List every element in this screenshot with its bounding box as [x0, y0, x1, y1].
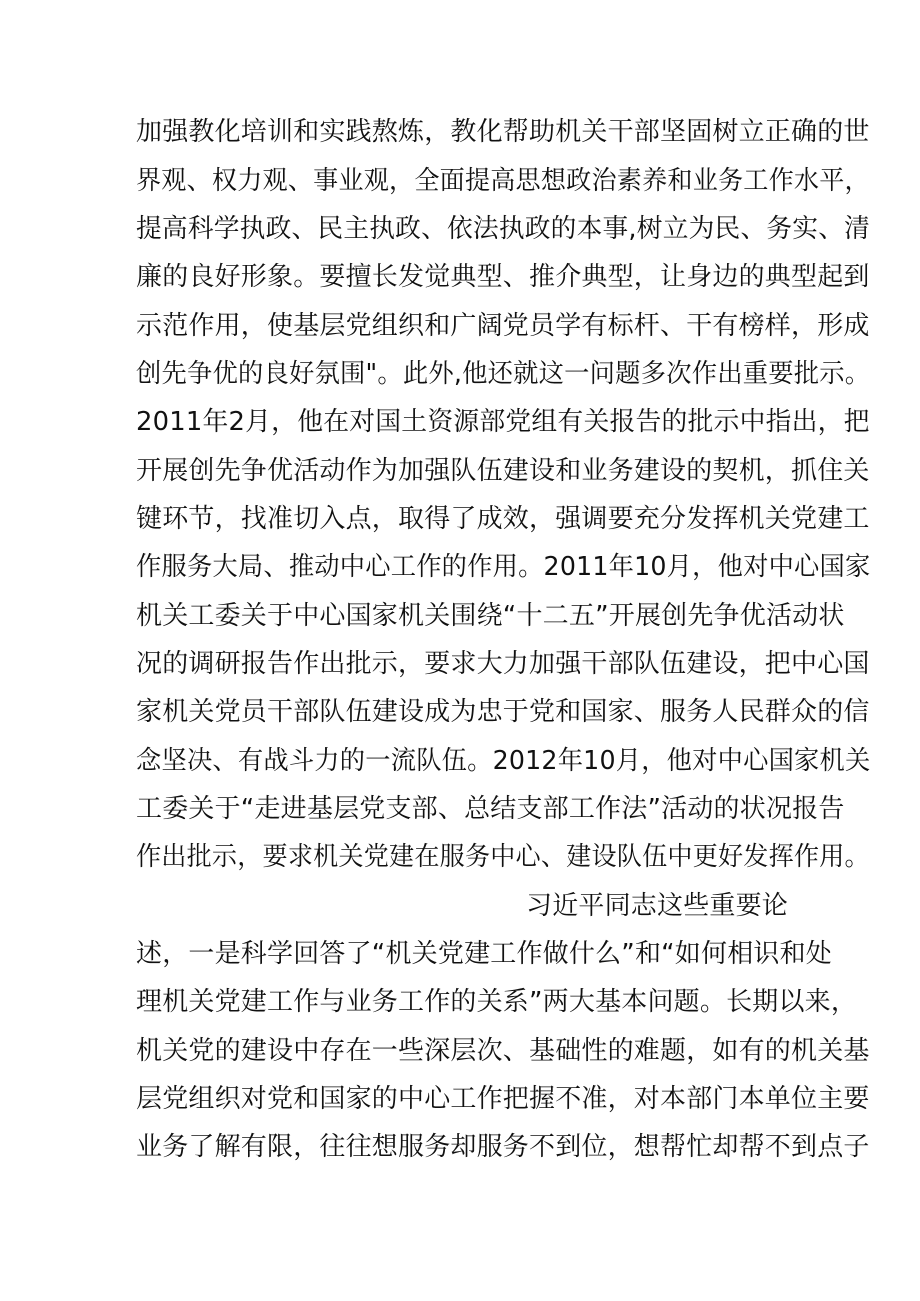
text-line: 提高科学执政、民主执政、依法执政的本事,树立为民、务实、清	[136, 214, 871, 244]
text-line: 工委关于“走进基层党支部、总结支部工作法”活动的状况报告	[136, 794, 845, 824]
text-line: 业务了解有限，往往想服务却服务不到位，想帮忙却帮不到点子	[136, 1132, 870, 1162]
text-line: 示范作用，使基层党组织和广阔党员学有标杆、干有榜样，形成	[136, 311, 870, 341]
text-line: 家机关党员干部队伍建设成为忠于党和国家、服务人民群众的信	[136, 697, 870, 727]
text-line: 机关党的建设中存在一些深层次、基础性的难题，如有的机关基	[136, 1036, 870, 1066]
text-line: 廉的良好形象。要擅长发觉典型、推介典型，让身边的典型起到	[136, 262, 870, 292]
text-line: 习近平同志这些重要论	[526, 891, 789, 921]
text-line: 键环节，找准切入点，取得了成效，强调要充分发挥机关党建工	[136, 504, 870, 534]
text-line: 念坚决、有战斗力的一流队伍。2012年10月，他对中心国家机关	[136, 746, 871, 776]
text-line: 机关工委关于中心国家机关围绕“十二五”开展创先争优活动状	[136, 601, 845, 631]
text-line: 作出批示，要求机关党建在服务中心、建设队伍中更好发挥作用。	[136, 842, 870, 872]
text-line: 述，一是科学回答了“机关党建工作做什么”和“如何相识和处	[136, 939, 833, 969]
text-line: 况的调研报告作出批示，要求大力加强干部队伍建设，把中心国	[136, 649, 870, 679]
text-line: 加强教化培训和实践熬炼，教化帮助机关干部坚固树立正确的世	[136, 117, 870, 147]
text-line: 层党组织对党和国家的中心工作把握不准，对本部门本单位主要	[136, 1084, 870, 1114]
text-line: 界观、权力观、事业观，全面提高思想政治素养和业务工作水平，	[136, 166, 870, 196]
text-line: 创先争优的良好氛围"。此外,他还就这一问题多次作出重要批示。	[136, 359, 871, 389]
text-line: 开展创先争优活动作为加强队伍建设和业务建设的契机，抓住关	[136, 456, 870, 486]
text-line: 作服务大局、推动中心工作的作用。2011年10月，他对中心国家	[136, 552, 871, 582]
text-line: 2011年2月，他在对国土资源部党组有关报告的批示中指出，把	[136, 407, 870, 437]
text-line: 理机关党建工作与业务工作的关系”两大基本问题。长期以来，	[136, 987, 858, 1017]
